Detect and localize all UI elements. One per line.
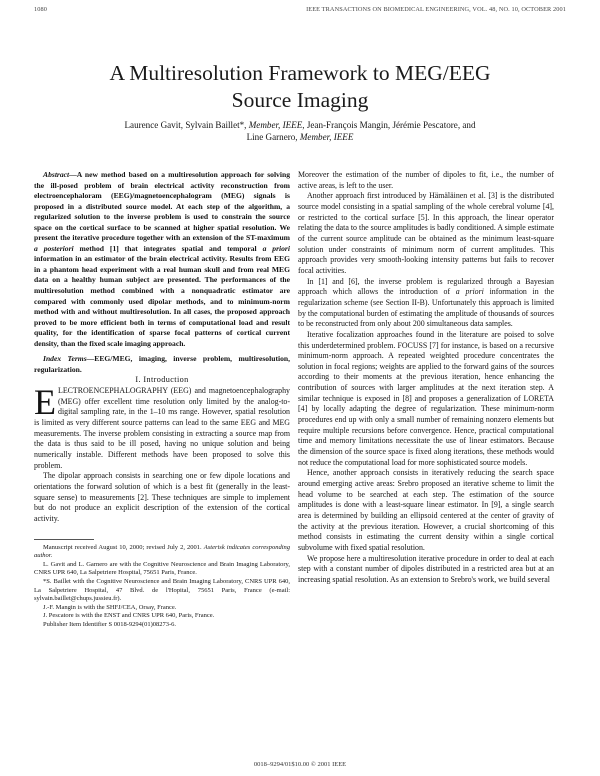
- abstract-label: Abstract: [43, 170, 70, 179]
- index-terms-text: —EEG/MEG, imaging, inverse problem, multiresolution, regularization.: [34, 354, 290, 374]
- intro-paragraph: The dipolar approach consists in searching one or few dipole locations and orientations the forward solution of which is a best fit (generally in the least-square sense) to measurements [2]. These techniques are simple to implement but do not produce an explicit description of the extension of the cortical activity.: [34, 471, 290, 523]
- body-paragraph: Hence, another approach consists in iteratively reducing the search space around emerging active areas: Srebro proposed an iterative scheme to limit the head volume to be searched at each step. The estimation of the source amplitudes is done with a least-square linear estimator. In [9], a single search area is determined by building an ellipsoid centered at the center of gravity of the activity at the previous iteration. However, a crucial shortcoming of this method consists in estimating the current density within a single cortical subvolume with fixed spatial resolution.: [298, 468, 554, 552]
- body-paragraph: Another approach first introduced by Hämäläinen et al. [3] is the distributed source model consisting in a spatial sampling of the whole cerebral volume [4], or restricted to the cortical surface [5]. In this approach, the linear operator relating the data to the source amplitudes is badly conditioned. A simple estimate of the current source amplitude can be obtained as the minimum least-square solution under constraints of minimum norm of current amplitudes. This approach provides very smooth-looking intensity patterns but fails to recover focal activities.: [298, 191, 554, 275]
- author-text: Line Garnero,: [246, 132, 300, 143]
- author-membership: Member, IEEE: [299, 132, 354, 143]
- footnote: J.-F. Mangin is with the SHFJ/CEA, Orsay, France.: [43, 603, 177, 611]
- body-italic: a priori: [455, 287, 484, 297]
- footnote-rule: [34, 539, 94, 540]
- abstract-italic: a posteriori: [34, 243, 74, 253]
- index-terms-label: Index Terms: [43, 354, 87, 364]
- body-text: information in the regularization scheme (see Section II-B). Unfortunately this approach is limited by the computational burden of estimating the amplitude of thousands of sources to be reconstructed from only about 200 simultaneous data samples.: [298, 287, 555, 329]
- left-column: [34, 170, 290, 630]
- running-header: IEEE TRANSACTIONS ON BIOMEDICAL ENGINEERING, VOL. 48, NO. 10, OCTOBER 2001: [306, 6, 566, 13]
- right-column: [298, 170, 554, 586]
- body-paragraph: We propose here a multiresolution iterative procedure in order to deal at each step with a constant number of dipoles distributed in a restricted area but at an increasing spatial resolution. As an extension to Srebro's work, we build several: [298, 553, 554, 584]
- footnote: L. Gavit and L. Garnero are with the Cognitive Neuroscience and Brain Imaging Laboratory, CNRS UPR 640, La Salpetriere Hospital, 75651 Paris, France.: [34, 560, 290, 577]
- footnote: [34, 544, 290, 561]
- footnote: Publisher Item Identifier S 0018-9294(01)08273-6.: [43, 620, 177, 628]
- paper-title: [40, 60, 560, 113]
- intro-paragraph: [34, 382, 290, 471]
- section-heading: I. Introduction: [135, 375, 189, 385]
- abstract-text: information in an estimator of the brain electrical activity. Results from EEG in a phantom head experiment with a real human skull and from real MEG data on a healthy human subject are presented. The performances of the multiresolution method combined with a nonquadratic estimator are compared with commonly used dipolar methods, and to minimum-norm method with and without multiresolution. In all cases, the proposed approach proved to be more efficient both in terms of computational load and result quality, for the identification of sparse focal patterns of cortical current density, than the fixed scale imaging approach.: [34, 254, 290, 348]
- abstract-text: method [1] that integrates spatial and temporal: [73, 243, 263, 253]
- abstract-text: —A new method based on a multiresolution approach for solving the ill-posed problem of brain electrical activity reconstruction from electroencephaloram (EEG)/magnetoencephalogram (MEG) signals is proposed in a distributed source model. At each step of the algorithm, a regularized solution to the inverse problem is used to constrain the source space on the cortical surface to be scanned at higher spatial resolution. We present the iterative procedure together with an extension of the ST-maximum: [34, 170, 290, 243]
- author-text: , Jean-François Mangin, Jérémie Pescatore, and: [302, 120, 476, 130]
- footnote-italic: Asterisk indicates corresponding author.: [34, 543, 290, 560]
- author-list: [70, 119, 530, 144]
- author-membership: Member, IEEE: [248, 120, 303, 130]
- abstract: [34, 170, 290, 349]
- footnote-text: Manuscript received August 10, 2000; revised July 2, 2001.: [43, 543, 204, 551]
- abstract-italic: a priori: [262, 243, 290, 253]
- body-paragraph: [298, 277, 554, 330]
- body-paragraph: Moreover the estimation of the number of dipoles to fit, i.e., the number of active areas, is left to the user.: [298, 170, 554, 190]
- footnote: *S. Baillet with the Cognitive Neuroscience and Brain Imaging Laboratory, CNRS UPR 640, La Salpetriere Hospital, 47 Blvd. de l'Hopital, 75651 Paris, France (e-mail: sylvain.baillet@chups.jussieu.fr).: [34, 577, 290, 603]
- title-line-1: A Multiresolution Framework to MEG/EEG: [109, 61, 491, 85]
- page-footer: 0018–9294/01$10.00 © 2001 IEEE: [253, 761, 347, 768]
- page-number: 1080: [34, 6, 47, 13]
- author-text: Laurence Gavit, Sylvain Baillet*,: [124, 120, 249, 130]
- body-text: In [1] and [6], the inverse problem is regularized through a Bayesian approach which allows the introduction of: [298, 276, 554, 297]
- footnote: J. Pescatore is with the ENST and CNRS UPR 640, Paris, France.: [43, 612, 215, 620]
- body-paragraph: Iterative focalization approaches found in the literature are poised to solve this underdetermined problem. FOCUSS [7] for instance, is based on a recursive minimum-norm approach. A repeated weighted procedure concentrates the solution in focal regions; weights are applied to the forward gains of the sources according to their moments at the previous iteration, hence enhancing the contribution of sources with larger amplitudes at the next iteration step. A similar technique is exposed in [8] and proposes a generalization of LORETA [4] by locally adapting the degree of regularization. These minimum-norm procedures end up with only a small number of remaining nonzero elements but require multiple recursions before convergence. Hence, practical computational time and memory limitations necessitate the use of linear estimators. Because the dimension of the source space is fixed along iterations, these methods would not reduce the computational load for more sophisticated source models.: [298, 329, 554, 467]
- index-terms: [34, 354, 290, 375]
- intro-text: LECTROENCEPHALOGRAPHY (EEG) and magnetoencephalography (MEG) offer excellent time resolution only limited by the analog-to-digital sampling rate, in the 1–10 ms range. However, spatial resolution is limited as very different source patterns can lead to the same EEG and MEG measurements. The inverse problem consisting in extracting a source map from the data is thus said to be ill posed, having no unique solution and being numerically instable. Different methods have been proposed to solve this problem.: [34, 386, 290, 470]
- drop-cap: E: [34, 382, 56, 423]
- title-line-2: Source Imaging: [231, 87, 369, 112]
